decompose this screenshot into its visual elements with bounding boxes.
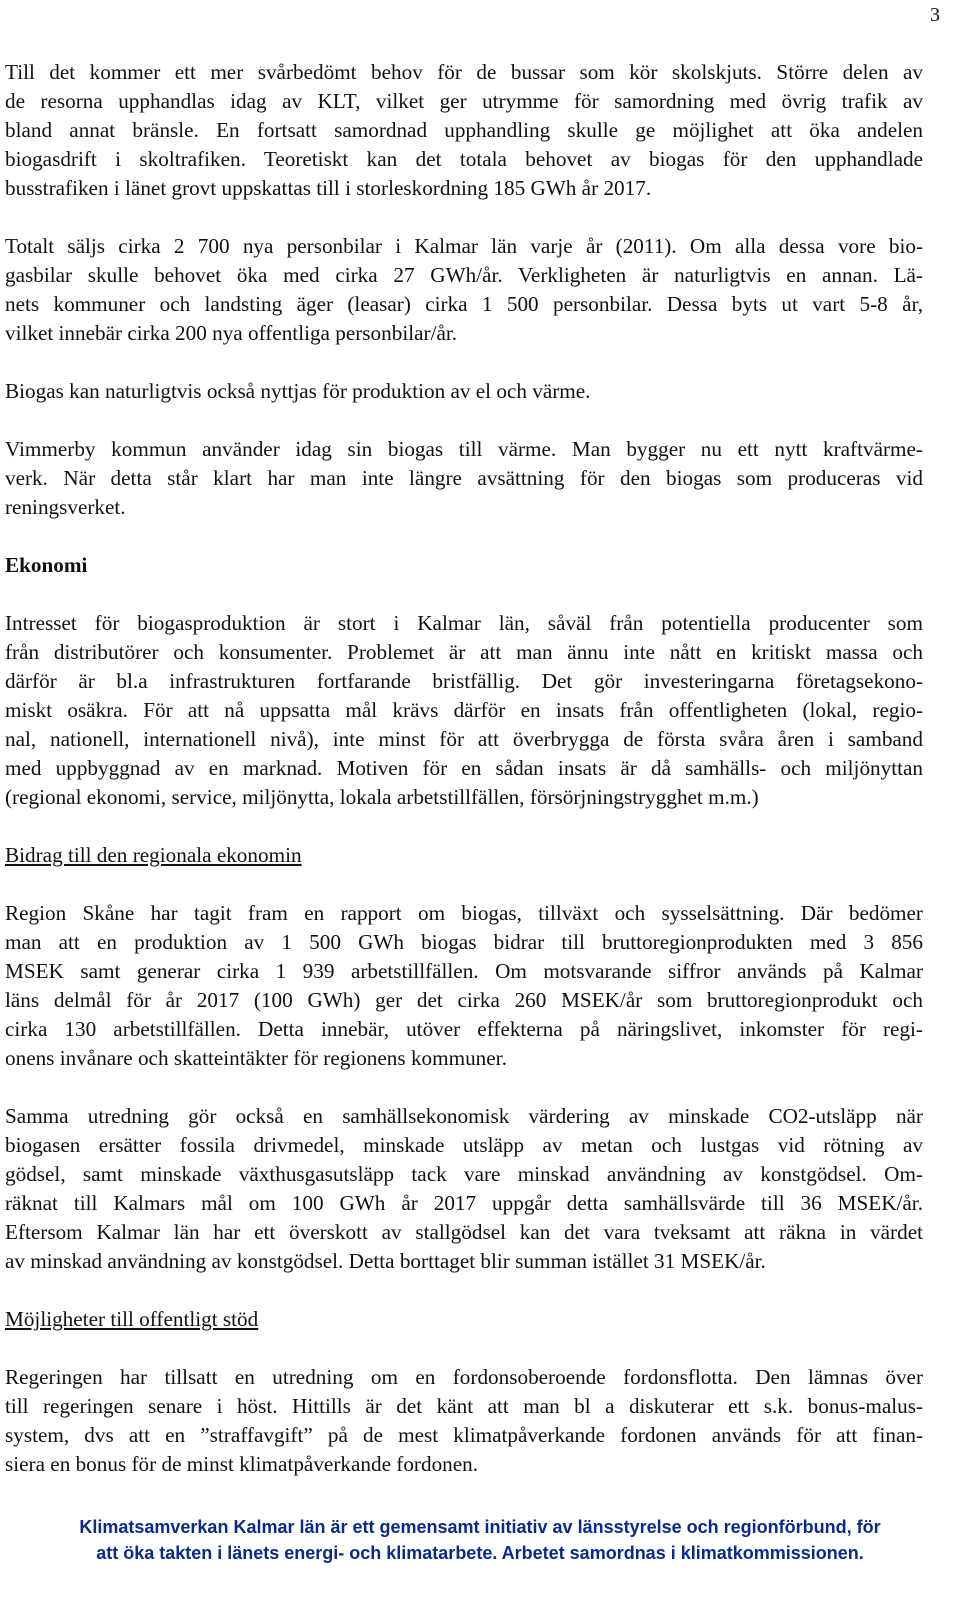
paragraph-vimmerby — [5, 435, 923, 522]
text-line: från distributörer och konsumenter. Problemet är att man ännu inte nått en kritiskt massa och — [5, 640, 923, 664]
text-line: till regeringen senare i höst. Hittills är det känt att man bl a diskuterar ett s.k. bonus-malus- — [5, 1394, 923, 1418]
text-line: gödsel, samt minskade växthusgasutsläpp tack vare minskad användning av konstgödsel. Om- — [5, 1162, 923, 1186]
text-line: man att en produktion av 1 500 GWh biogas bidrar till bruttoregionprodukten med 3 856 — [5, 930, 923, 954]
text-line: därför är bl.a infrastrukturen fortfarande bristfällig. Det gör investeringarna företagsekono- — [5, 669, 923, 693]
text-line: Biogas kan naturligtvis också nyttjas för produktion av el och värme. — [5, 379, 591, 403]
text-line: nal, nationell, internationell nivå), inte minst för att överbrygga de första svåra åren i samband — [5, 727, 923, 751]
text-line: vilket innebär cirka 200 nya offentliga personbilar/år. — [5, 321, 458, 345]
text-line: bland annat bränsle. En fortsatt samordnad upphandling skulle ge möjlighet att öka andelen — [5, 118, 923, 142]
text-line: gasbilar skulle behovet öka med cirka 27 GWh/år. Verkligheten är naturligtvis en annan. Lä- — [5, 263, 923, 287]
text-line: Totalt säljs cirka 2 700 nya personbilar i Kalmar län varje år (2011). Om alla dessa vore bio- — [5, 234, 923, 258]
text-line: Till det kommer ett mer svårbedömt behov för de bussar som kör skolskjuts. Större delen av — [5, 60, 923, 84]
text-line: av minskad användning av konstgödsel. Detta borttaget blir summan istället 31 MSEK/år. — [5, 1249, 766, 1273]
text-line: nets kommuner och landsting äger (leasar) cirka 1 500 personbilar. Dessa byts ut vart 5-8 år, — [5, 292, 923, 316]
page-footer — [0, 1514, 960, 1566]
text-line: cirka 130 arbetstillfällen. Detta innebär, utöver effekterna på näringslivet, inkomster för regi- — [5, 1017, 923, 1041]
text-line: miskt osäkra. För att nå uppsatta mål krävs därför en insats från offentligheten (lokal, regio- — [5, 698, 923, 722]
text-line: Region Skåne har tagit fram en rapport om biogas, tillväxt och sysselsättning. Där bedömer — [5, 901, 923, 925]
paragraph-regeringen — [5, 1363, 923, 1479]
heading-ekonomi: Ekonomi — [5, 553, 88, 577]
text-line: med uppbyggnad av en marknad. Motiven för en sådan insats är då samhälls- och miljönyttan — [5, 756, 923, 780]
text-line: Regeringen har tillsatt en utredning om en fordonsoberoende fordonsflotta. Den lämnas över — [5, 1365, 923, 1389]
text-line: onens invånare och skatteintäkter för regionens kommuner. — [5, 1046, 507, 1070]
text-line: Samma utredning gör också en samhällsekonomisk värdering av minskade CO2-utsläpp när — [5, 1104, 923, 1128]
paragraph-region-skane — [5, 899, 923, 1073]
text-line: läns delmål för år 2017 (100 GWh) ger det cirka 260 MSEK/år som bruttoregionprodukt och — [5, 988, 923, 1012]
text-line: Vimmerby kommun använder idag sin biogas till värme. Man bygger nu ett nytt kraftvärme- — [5, 437, 923, 461]
paragraph-samhallsekonomisk — [5, 1102, 923, 1276]
footer-line: Klimatsamverkan Kalmar län är ett gemensamt initiativ av länsstyrelse och regionförbund, för — [79, 1517, 881, 1537]
text-line: biogasdrift i skoltrafiken. Teoretiskt kan det totala behovet av biogas för den upphandlade — [5, 147, 923, 171]
paragraph-el-och-varme — [5, 377, 923, 406]
text-line: de resorna upphandlas idag av KLT, vilket ger utrymme för samordning med övrig trafik av — [5, 89, 923, 113]
text-line: Intresset för biogasproduktion är stort i Kalmar län, såväl från potentiella producenter som — [5, 611, 923, 635]
text-line: system, dvs att en ”straffavgift” på de mest klimatpåverkande fordonen används för att finan- — [5, 1423, 923, 1447]
text-line: reningsverket. — [5, 495, 126, 519]
text-line: siera en bonus för de minst klimatpåverkande fordonen. — [5, 1452, 479, 1476]
footer-line: att öka takten i länets energi- och klimatarbete. Arbetet samordnas i klimatkommissionen. — [96, 1543, 864, 1563]
document-body — [5, 58, 923, 1508]
page-number: 3 — [930, 4, 940, 26]
text-line: busstrafiken i länet grovt uppskattas till i storleskordning 185 GWh år 2017. — [5, 176, 652, 200]
text-line: (regional ekonomi, service, miljönytta, lokala arbetstillfällen, försörjningstrygghet m.m.) — [5, 785, 759, 809]
text-line: MSEK samt generar cirka 1 939 arbetstillfällen. Om motsvarande siffror används på Kalmar — [5, 959, 923, 983]
paragraph-personbilar — [5, 232, 923, 348]
text-line: Eftersom Kalmar län har ett överskott av stallgödsel kan det vara tveksamt att räkna in värdet — [5, 1220, 923, 1244]
paragraph-skolskjuts — [5, 58, 923, 203]
text-line: biogasen ersätter fossila drivmedel, minskade utsläpp av metan och lustgas vid rötning av — [5, 1133, 923, 1157]
text-line: räknat till Kalmars mål om 100 GWh år 2017 uppgår detta samhällsvärde till 36 MSEK/år. — [5, 1191, 923, 1215]
heading-bidrag: Bidrag till den regionala ekonomin — [5, 843, 302, 867]
heading-offentligt-stod: Möjligheter till offentligt stöd — [5, 1307, 259, 1331]
paragraph-ekonomi — [5, 609, 923, 812]
text-line: verk. När detta står klart har man inte längre avsättning för den biogas som produceras vid — [5, 466, 923, 490]
